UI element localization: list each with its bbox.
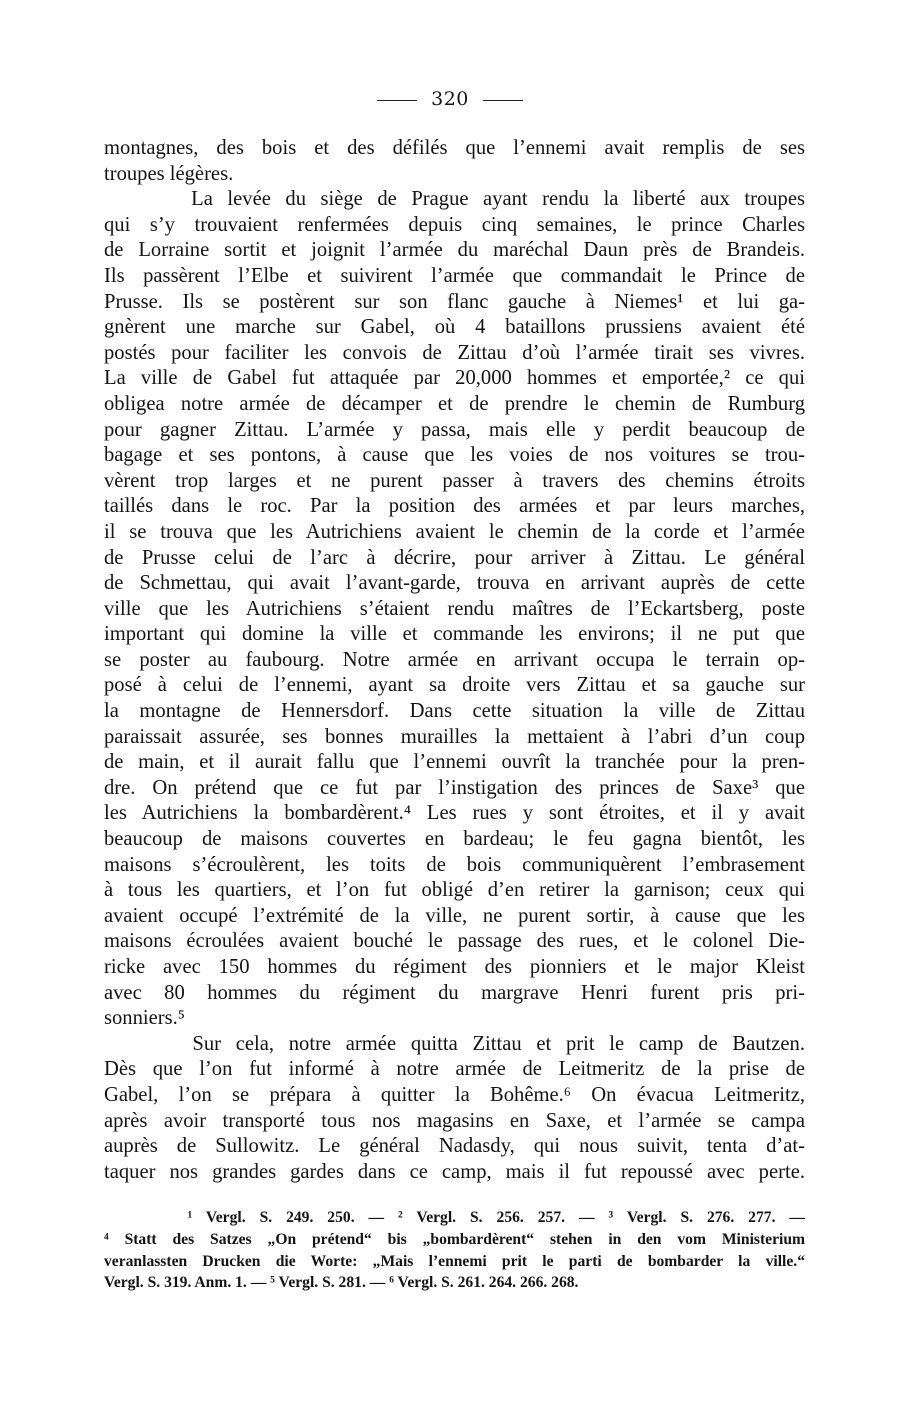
text-line: maisons écroulées avaient bouché le passage des rues, et le colonel Die-	[104, 930, 805, 953]
text-line: gnèrent une marche sur Gabel, où 4 bataillons prussiens avaient été	[104, 316, 805, 339]
text-line: de Lorraine sortit et joignit l’armée du maréchal Daun près de Brandeis.	[104, 239, 805, 262]
text-line: auprès de Sullowitz. Le général Nadasdy, qui nous suivit, tenta d’at-	[104, 1135, 805, 1158]
text-line: de Prusse celui de l’arc à décrire, pour arriver à Zittau. Le général	[104, 546, 805, 569]
footnote-line: ¹ Vergl. S. 249. 250. — ² Vergl. S. 256. 257. — ³ Vergl. S. 276. 277. —	[104, 1209, 805, 1226]
text-line: taquer nos grandes gardes dans ce camp, mais il fut repoussé avec perte.	[104, 1160, 805, 1183]
text-line: avec 80 hommes du régiment du margrave Henri furent pris pri-	[104, 981, 805, 1004]
page-number-text: 320	[431, 88, 469, 110]
text-line: sonniers.⁵	[104, 1007, 185, 1030]
footnote-line: veranlassten Drucken die Worte: „Mais l’ennemi prit le parti de bombarder la ville.“	[104, 1252, 805, 1270]
text-line: Prusse. Ils se postèrent sur son flanc gauche à Niemes¹ et lui ga-	[104, 290, 805, 313]
text-line: montagnes, des bois et des défilés que l’ennemi avait remplis de ses	[104, 137, 805, 159]
text-line: de Schmettau, qui avait l’avant-garde, trouva en arrivant auprès de cette	[104, 572, 805, 595]
left-dash	[377, 100, 417, 101]
text-line: se poster au faubourg. Notre armée en arrivant occupa le terrain op-	[104, 648, 805, 671]
text-line: à tous les quartiers, et l’on fut obligé d’en retirer la garnison; ceux qui	[104, 879, 805, 902]
text-line: posé à celui de l’ennemi, ayant sa droite vers Zittau et sa gauche sur	[104, 674, 805, 697]
text-line: taillés dans le roc. Par la position des armées et par leurs marches,	[104, 495, 805, 518]
text-line: qui s’y trouvaient renfermées depuis cinq semaines, le prince Charles	[104, 213, 805, 236]
text-line: La ville de Gabel fut attaquée par 20,000 hommes et emportée,² ce qui	[104, 367, 805, 390]
text-line: de main, et il aurait fallu que l’ennemi ouvrît la tranchée pour la pren-	[104, 751, 805, 774]
footnote-line: Vergl. S. 319. Anm. 1. — ⁵ Vergl. S. 281. — ⁶ Vergl. S. 261. 264. 266. 268.	[104, 1274, 579, 1292]
main-text	[104, 136, 805, 1185]
text-line: la montagne de Hennersdorf. Dans cette situation la ville de Zittau	[104, 700, 805, 723]
text-line: La levée du siège de Prague ayant rendu la liberté aux troupes	[104, 188, 805, 211]
text-line: Gabel, l’on se prépara à quitter la Bohême.⁶ On évacua Leitmeritz,	[104, 1083, 805, 1106]
text-line: vèrent trop larges et ne purent passer à travers des chemins étroits	[104, 469, 805, 492]
text-line: maisons s’écroulèrent, les toits de bois communiquèrent l’embrasement	[104, 853, 805, 876]
text-line: postés pour faciliter les convois de Zittau d’où l’armée tirait ses vivres.	[104, 341, 805, 364]
text-line: bagage et ses pontons, à cause que les voies de nos voitures se trou-	[104, 444, 805, 467]
footnotes	[104, 1207, 805, 1294]
text-line: ricke avec 150 hommes du régiment des pionniers et le major Kleist	[104, 956, 805, 978]
text-line: obligea notre armée de décamper et de prendre le chemin de Rumburg	[104, 392, 805, 415]
text-line: Dès que l’on fut informé à notre armée de Leitmeritz de la prise de	[104, 1058, 805, 1081]
text-line: avaient occupé l’extrémité de la ville, ne purent sortir, à cause que les	[104, 904, 805, 927]
text-line: beaucoup de maisons couvertes en bardeau; le feu gagna bientôt, les	[104, 828, 805, 851]
text-line: les Autrichiens la bombardèrent.⁴ Les rues y sont étroites, et il y avait	[104, 802, 805, 825]
right-dash	[483, 100, 523, 101]
text-line: il se trouva que les Autrichiens avaient le chemin de la corde et l’armée	[104, 520, 805, 543]
text-line: ville que les Autrichiens s’étaient rendu maîtres de l’Eckartsberg, poste	[104, 597, 805, 620]
text-line: paraissait assurée, ses bonnes murailles la mettaient à l’abri d’un coup	[104, 725, 805, 748]
footnote-line: ⁴ Statt des Satzes „On prétend“ bis „bombardèrent“ stehen in den vom Ministerium	[104, 1230, 805, 1248]
text-line: troupes légères.	[104, 162, 234, 185]
text-line: pour gagner Zittau. L’armée y passa, mais elle y perdit beaucoup de	[104, 418, 805, 441]
text-line: dre. On prétend que ce fut par l’instigation des princes de Saxe³ que	[104, 776, 805, 799]
page-number	[0, 88, 900, 110]
text-line: important qui domine la ville et commande les environs; il ne put que	[104, 623, 805, 646]
text-line: Sur cela, notre armée quitta Zittau et prit le camp de Bautzen.	[104, 1032, 805, 1055]
text-line: Ils passèrent l’Elbe et suivirent l’armée que commandait le Prince de	[104, 264, 805, 287]
text-line: après avoir transporté tous nos magasins en Saxe, et l’armée se campa	[104, 1109, 805, 1132]
